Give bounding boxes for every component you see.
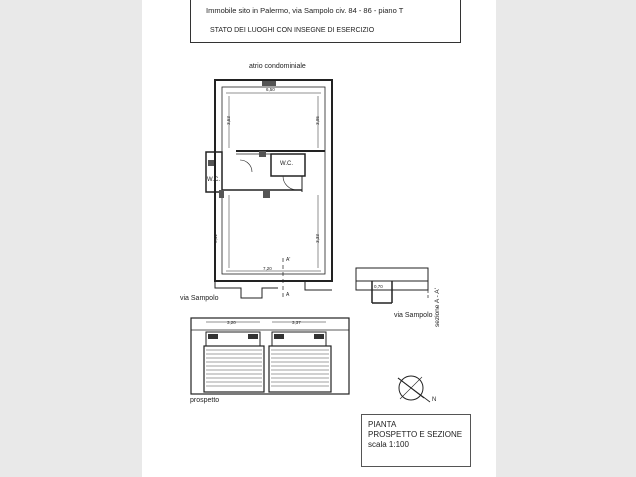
compass-icon	[398, 376, 430, 402]
header-title: STATO DEI LUOGHI CON INSEGNE DI ESERCIZIO	[210, 27, 375, 34]
legend-line-2: PROSPETTO E SEZIONE	[368, 430, 463, 439]
label-via-right: via Sampolo	[394, 312, 433, 319]
section-mark-top: A'	[286, 257, 291, 263]
header-address: Immobile sito in Palermo, via Sampolo civ. 84 - 86 - piano T	[206, 6, 404, 15]
label-wc-left: W.C.	[207, 177, 220, 183]
plan-entrance-step	[215, 281, 278, 298]
label-via-left: via Sampolo	[180, 295, 219, 302]
legend-line-1: PIANTA	[368, 420, 397, 429]
plan-inner-wall	[222, 87, 325, 274]
elevation-drawing	[191, 318, 349, 394]
section-drawing	[356, 268, 428, 303]
dim-left: 5,41	[212, 234, 218, 243]
dim-upper-right: 3,95	[314, 116, 320, 125]
dim-upper-left: 3,53	[225, 116, 231, 125]
label-wc-inner: W.C.	[280, 161, 293, 167]
label-atrio: atrio condominiale	[249, 63, 306, 70]
label-sezione: sezione A - A'	[434, 288, 441, 327]
dim-mid: 3,33	[314, 234, 320, 243]
prospetto-dim-right: 3,37	[292, 320, 301, 325]
dim-bottom: 7,20	[263, 266, 272, 271]
legend-box	[361, 414, 471, 467]
dim-top: 6,50	[266, 87, 275, 92]
plan-right-step	[305, 281, 332, 290]
section-mark-bottom: A	[286, 292, 290, 298]
compass-north-label: N	[432, 397, 437, 403]
dim-section: 0,70	[374, 284, 383, 289]
legend-line-3: scala 1:100	[368, 440, 409, 449]
shutter-lines	[206, 350, 329, 386]
prospetto-dim-left: 3,20	[227, 320, 236, 325]
label-prospetto: prospetto	[190, 397, 220, 404]
